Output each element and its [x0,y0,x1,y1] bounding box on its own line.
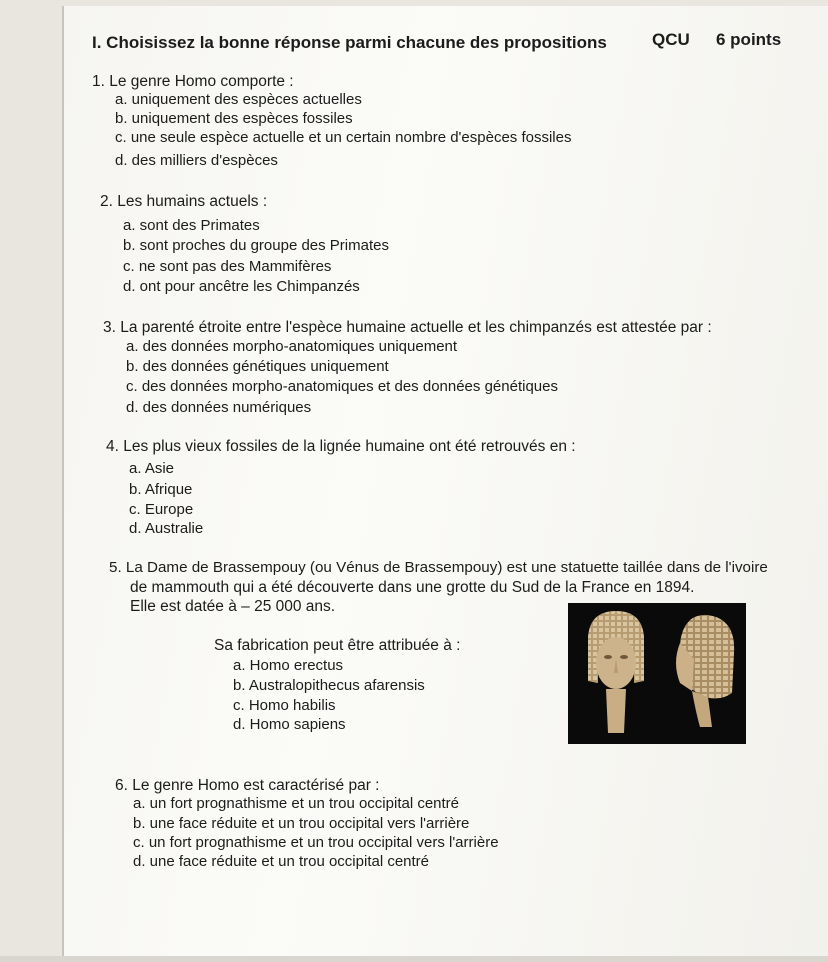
question-1-option-d[interactable]: d. des milliers d'espèces [115,152,278,169]
question-4-option-c[interactable]: c. Europe [129,501,194,518]
venus-brassempouy-photo [568,603,746,744]
question-2-option-b[interactable]: b. sont proches du groupe des Primates [123,237,389,254]
question-2-prompt: 2. Les humains actuels : [100,193,268,210]
question-5-option-c[interactable]: c. Homo habilis [233,697,336,714]
question-5-subprompt: Sa fabrication peut être attribuée à : [214,637,461,654]
question-3-option-d[interactable]: d. des données numériques [126,399,312,416]
section-title: I. Choisissez la bonne réponse parmi chacune des propositions [92,33,607,52]
question-3-option-c[interactable]: c. des données morpho-anatomiques et des données génétiques [126,378,558,395]
question-1-option-c[interactable]: c. une seule espèce actuelle et un certain nombre d'espèces fossiles [115,129,572,146]
question-1-prompt: 1. Le genre Homo comporte : [92,73,294,90]
question-6-option-a[interactable]: a. un fort prognathisme et un trou occipital centré [133,795,460,812]
question-4-option-a[interactable]: a. Asie [129,460,175,477]
question-4-prompt: 4. Les plus vieux fossiles de la lignée humaine ont été retrouvés en : [106,438,576,455]
question-6-option-b[interactable]: b. une face réduite et un trou occipital vers l'arrière [133,815,470,832]
question-3-option-b[interactable]: b. des données génétiques uniquement [126,358,389,375]
question-type-label: QCU [652,30,690,49]
question-1-option-b[interactable]: b. uniquement des espèces fossiles [115,110,353,127]
question-5-prompt: 5. La Dame de Brassempouy (ou Vénus de Brassempouy) est une statuette taillée dans de l'ivoire [109,559,768,576]
question-6-prompt: 6. Le genre Homo est caractérisé par : [115,777,380,794]
question-2-option-d[interactable]: d. ont pour ancêtre les Chimpanzés [123,278,360,295]
question-4-option-d[interactable]: d. Australie [129,520,204,537]
question-5-option-b[interactable]: b. Australopithecus afarensis [233,677,425,694]
question-6-option-c[interactable]: c. un fort prognathisme et un trou occipital vers l'arrière [133,834,499,851]
question-1-option-a[interactable]: a. uniquement des espèces actuelles [115,91,362,108]
points-label: 6 points [716,30,782,49]
question-5-option-a[interactable]: a. Homo erectus [233,657,344,674]
question-5-option-d[interactable]: d. Homo sapiens [233,716,346,733]
statuette-illustration [568,603,746,744]
question-2-option-c[interactable]: c. ne sont pas des Mammifères [123,258,332,275]
question-6-option-d[interactable]: d. une face réduite et un trou occipital centré [133,853,430,870]
question-2-option-a[interactable]: a. sont des Primates [123,217,260,234]
question-5-prompt-line3: Elle est datée à – 25 000 ans. [130,598,336,615]
question-4-option-b[interactable]: b. Afrique [129,481,193,498]
question-3-option-a[interactable]: a. des données morpho-anatomiques uniquement [126,338,458,355]
question-3-prompt: 3. La parenté étroite entre l'espèce humaine actuelle et les chimpanzés est attestée par : [103,319,712,336]
question-5-prompt-line2: de mammouth qui a été découverte dans une grotte du Sud de la France en 1894. [130,579,695,596]
page-edge [0,956,828,962]
